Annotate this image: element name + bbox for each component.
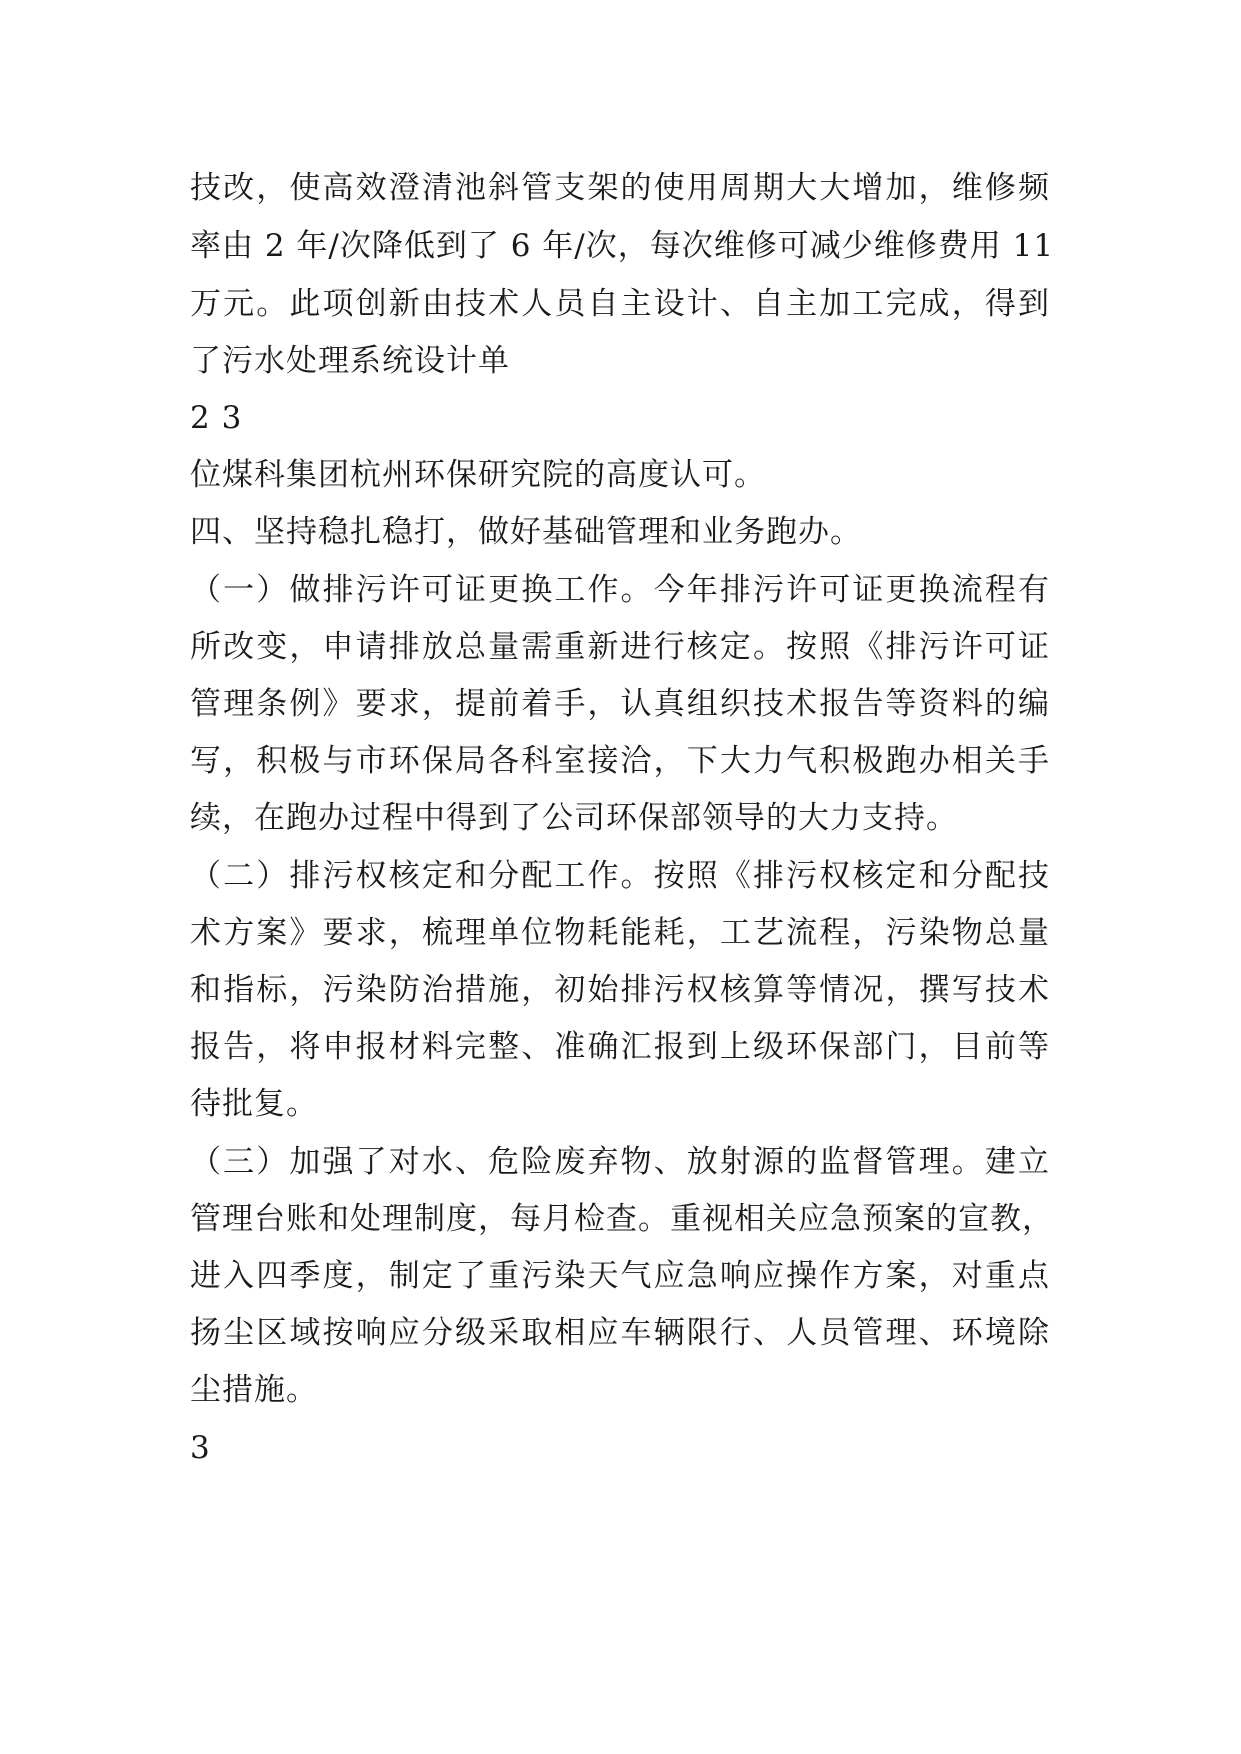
page-number: 3	[190, 1430, 211, 1466]
text-line: 进入四季度，制定了重污染天气应急响应操作方案，对重点	[190, 1258, 1050, 1294]
text-line: 待批复。	[190, 1086, 318, 1122]
text-line: 扬尘区域按响应分级采取相应车辆限行、人员管理、环境除	[190, 1315, 1050, 1351]
text-line: 了污水处理系统设计单	[190, 343, 510, 379]
text-line: 技改，使高效澄清池斜管支架的使用周期大大增加，维修频	[190, 170, 1050, 206]
text-line: 术方案》要求，梳理单位物耗能耗，工艺流程，污染物总量	[190, 915, 1050, 951]
text-line: 报告，将申报材料完整、准确汇报到上级环保部门，目前等	[190, 1029, 1050, 1065]
text-line: （二）排污权核定和分配工作。按照《排污权核定和分配技	[190, 858, 1050, 894]
page-marker: 2 3	[190, 400, 243, 436]
section-heading: 四、坚持稳扎稳打，做好基础管理和业务跑办。	[190, 514, 862, 550]
text-line: 管理台账和处理制度，每月检查。重视相关应急预案的宣教，	[190, 1201, 1054, 1237]
text-line: （一）做排污许可证更换工作。今年排污许可证更换流程有	[190, 572, 1050, 608]
text-line: （三）加强了对水、危险废弃物、放射源的监督管理。建立	[190, 1144, 1050, 1180]
text-line: 万元。此项创新由技术人员自主设计、自主加工完成，得到	[190, 286, 1050, 322]
text-line: 续，在跑办过程中得到了公司环保部领导的大力支持。	[190, 800, 958, 836]
text-line: 位煤科集团杭州环保研究院的高度认可。	[190, 457, 766, 493]
text-line: 率由 2 年/次降低到了 6 年/次，每次维修可减少维修费用 11	[190, 228, 1055, 264]
text-line: 和指标，污染防治措施，初始排污权核算等情况，撰写技术	[190, 972, 1050, 1008]
text-line: 尘措施。	[190, 1372, 318, 1408]
text-line: 写，积极与市环保局各科室接洽，下大力气积极跑办相关手	[190, 743, 1050, 779]
text-line: 管理条例》要求，提前着手，认真组织技术报告等资料的编	[190, 686, 1050, 722]
text-line: 所改变，申请排放总量需重新进行核定。按照《排污许可证	[190, 629, 1050, 665]
